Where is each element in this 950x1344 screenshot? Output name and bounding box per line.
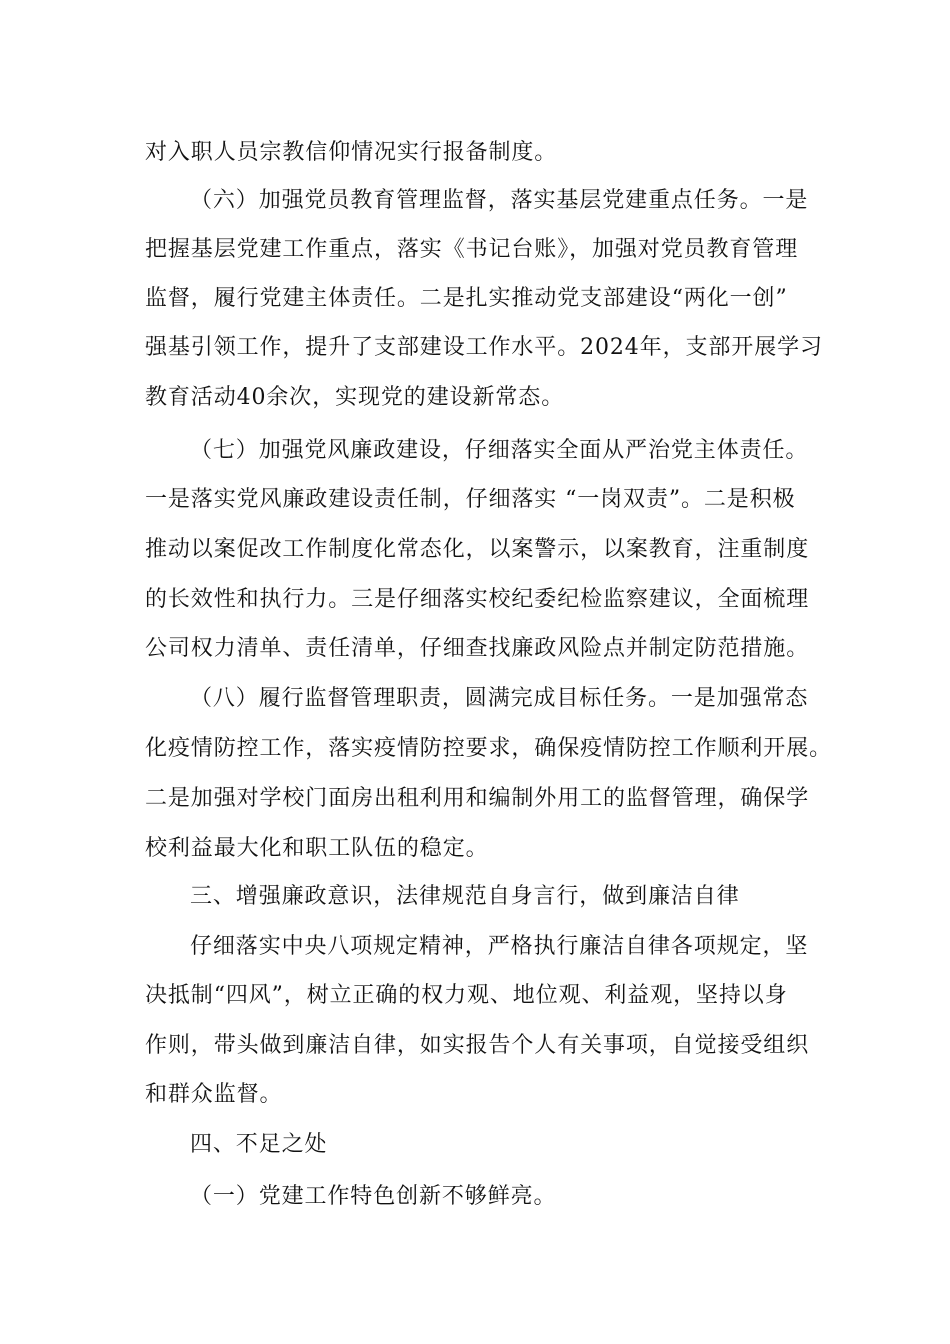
text-line-6: 教育活动40余次，实现党的建设新常态。 — [145, 385, 565, 410]
text-line-18: 决抵制“四风”，树立正确的权力观、地位观、利益观，坚持以身 — [145, 983, 788, 1008]
text-line-20: 和群众监督。 — [145, 1082, 283, 1107]
text-line-22: （一）党建工作特色创新不够鲜亮。 — [190, 1184, 557, 1209]
text-line-8: 一是落实党风廉政建设责任制，仔细落实 “一岗双责”。二是积极 — [145, 487, 796, 512]
text-line-13: 化疫情防控工作，落实疫情防控要求，确保疫情防控工作顺利开展。 — [145, 736, 833, 761]
section-heading-3: 三、增强廉政意识，法律规范自身言行，做到廉洁自律 — [190, 884, 740, 909]
text-line-19: 作则，带头做到廉洁自律，如实报告个人有关事项，自觉接受组织 — [145, 1033, 810, 1058]
text-line-15: 校利益最大化和职工队伍的稳定。 — [145, 836, 489, 861]
text-line-4: 监督，履行党建主体责任。二是扎实推动党支部建设“两化一创” — [145, 286, 788, 311]
text-line-9: 推动以案促改工作制度化常态化，以案警示，以案教育，注重制度 — [145, 537, 810, 562]
text-line-5: 强基引领工作，提升了支部建设工作水平。2024年，支部开展学习 — [145, 335, 823, 360]
text-line-14: 二是加强对学校门面房出租利用和编制外用工的监督管理，确保学 — [145, 786, 810, 811]
text-line-1: 对入职人员宗教信仰情况实行报备制度。 — [145, 140, 558, 165]
text-line-11: 公司权力清单、责任清单，仔细查找廉政风险点并制定防范措施。 — [145, 636, 810, 661]
text-line-2: （六）加强党员教育管理监督，落实基层党建重点任务。一是 — [190, 188, 809, 213]
text-line-17: 仔细落实中央八项规定精神，严格执行廉洁自律各项规定，坚 — [190, 934, 809, 959]
text-line-12: （八）履行监督管理职责，圆满完成目标任务。一是加强常态 — [190, 686, 809, 711]
text-line-7: （七）加强党风廉政建设，仔细落实全面从严治党主体责任。 — [190, 438, 809, 463]
text-line-10: 的长效性和执行力。三是仔细落实校纪委纪检监察建议，全面梳理 — [145, 587, 810, 612]
text-line-3: 把握基层党建工作重点，落实《书记台账》，加强对党员教育管理 — [145, 237, 799, 262]
section-heading-4: 四、不足之处 — [190, 1132, 328, 1157]
